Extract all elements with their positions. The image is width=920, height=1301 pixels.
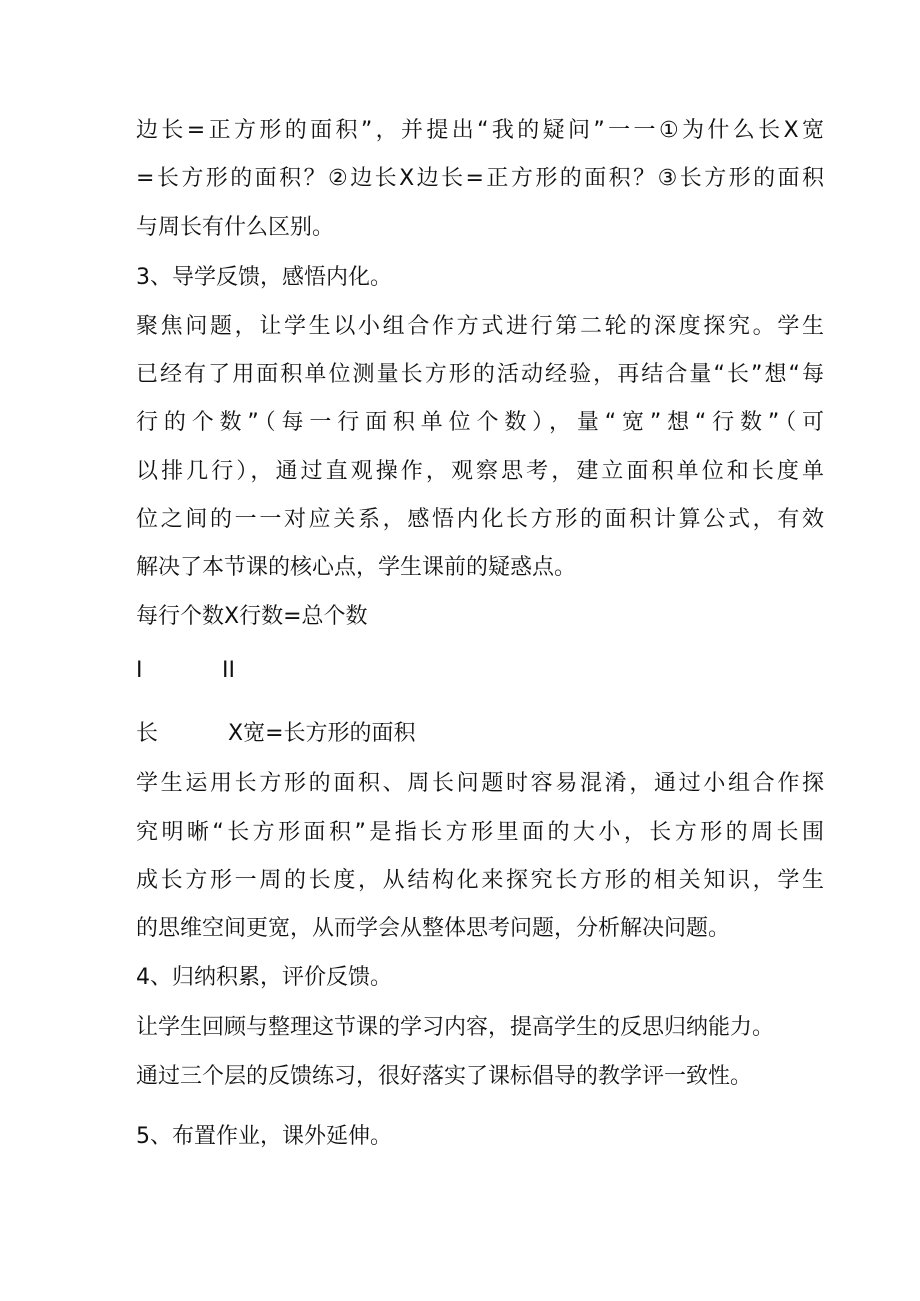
- section-heading-3: 3、导学反馈，感悟内化。: [136, 265, 392, 290]
- paragraph-line: 学生运用长方形的面积、周长问题时容易混淆，通过小组合作探: [136, 771, 824, 796]
- paragraph-line: 让学生回顾与整理这节课的学习内容，提高学生的反思归纳能力。: [136, 1015, 775, 1040]
- mark-left: I: [136, 658, 143, 683]
- paragraph-line: 究明晰“长方形面积”是指长方形里面的大小，长方形的周长围: [136, 820, 824, 845]
- formula-total-count: 每行个数X行数=总个数: [136, 604, 368, 629]
- mark-right: II: [222, 658, 235, 683]
- paragraph-line: 以排几行），通过直观操作，观察思考，建立面积单位和长度单: [136, 459, 824, 484]
- formula-width-area: X宽=长方形的面积: [228, 721, 416, 746]
- section-heading-4: 4、归纳积累，评价反馈。: [136, 965, 392, 990]
- formula-length: 长: [136, 721, 159, 746]
- paragraph-line: 位之间的一一对应关系，感悟内化长方形的面积计算公式，有效: [136, 507, 824, 532]
- paragraph-line: 已经有了用面积单位测量长方形的活动经验，再结合量“长”想“每: [136, 362, 824, 387]
- paragraph-line: 的思维空间更宽，从而学会从整体思考问题，分析解决问题。: [136, 916, 731, 941]
- paragraph-line: 成长方形一周的长度，从结构化来探究长方形的相关知识，学生: [136, 868, 824, 893]
- paragraph-line: 行的个数”（每一行面积单位个数），量“宽”想“行数”（可: [136, 410, 824, 435]
- paragraph-line: 通过三个层的反馈练习，很好落实了课标倡导的教学评一致性。: [136, 1064, 753, 1089]
- section-heading-5: 5、布置作业，课外延伸。: [136, 1124, 392, 1149]
- paragraph-line: 聚焦问题，让学生以小组合作方式进行第二轮的深度探究。学生: [136, 314, 824, 339]
- paragraph-line: 解决了本节课的核心点，学生课前的疑惑点。: [136, 555, 577, 580]
- paragraph-line: =长方形的面积？②边长X边长=正方形的面积？③长方形的面积: [136, 166, 824, 191]
- paragraph-line: 边长=正方形的面积”，并提出“我的疑问”一一①为什么长X宽: [136, 118, 824, 143]
- paragraph-line: 与周长有什么区别。: [136, 215, 335, 240]
